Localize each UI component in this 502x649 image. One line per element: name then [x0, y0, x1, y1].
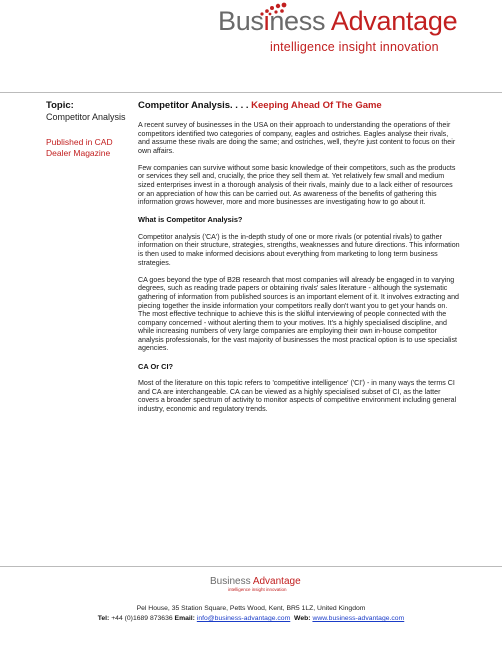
tel-label: Tel:	[97, 615, 110, 622]
paragraph-2: Few companies can survive without some basic knowledge of their competitors, such as the products or services they sell and, crucially, the price they sell them at. Yet relatively few small and medium sized enterprises invest in a thorough analysis of their rivals, mainly due to a lack either of resources or an appreciation of how this can be carried out. As awareness of the benefits of gathering this information grows however, more and more businesses are investigating how to go about it.	[138, 163, 456, 207]
brand-tagline: intelligence insight innovation	[270, 40, 439, 54]
tel-value: +44 (0)1689 873636	[109, 615, 175, 622]
sidebar	[46, 100, 126, 158]
topic-value: Competitor Analysis	[46, 112, 126, 122]
footer-address: Pel House, 35 Station Square, Petts Wood, Kent, BR5 1LZ, United Kingdom	[136, 605, 366, 612]
publication-note: Published in CAD Dealer Magazine	[46, 137, 113, 158]
email-link[interactable]: info@business-advantage.com	[196, 615, 291, 622]
email-label: Email:	[174, 615, 195, 622]
web-label: Web:	[294, 615, 311, 622]
section-heading-ca-or-ci: CA Or CI?	[138, 361, 174, 371]
section-heading-what-is-ca: What is Competitor Analysis?	[138, 215, 243, 225]
paragraph-3: Competitor analysis ('CA') is the in-depth study of one or more rivals (or potential rivals) to gather information on their structure, strategies, strengths, weaknesses and future directions. This information is then used to make informed decisions about everything from marketing to long term business strategies.	[138, 232, 460, 267]
article-title: Competitor Analysis. . . . Keeping Ahead Of The Game	[138, 100, 382, 111]
footer-divider	[0, 566, 502, 567]
header-divider	[0, 92, 502, 93]
topic-label: Topic:	[46, 100, 74, 111]
footer-contact	[0, 614, 502, 623]
paragraph-4: CA goes beyond the type of B2B research that most companies will already be engaged in to varying degrees, such as reading trade papers or obtaining rivals' sales literature - although the systematic gathering of information from published sources is an important element of it. It involves extracting and piecing together the inside information your competitors really don't want you to get your hands on. The most effective technique to achieve this is the skilful interviewing of people connected with the company concerned - without alerting them to your motives. It's a highly specialised discipline, and while increasing numbers of very large companies are employing their own in-house competitor analysis professionals, for the vast majority of businesses the most practical option is to use specialist agencies.	[138, 275, 459, 353]
brand-name: Business Advantage	[218, 6, 458, 36]
footer-logo: Business Advantage intelligence insight innovation	[210, 576, 301, 592]
web-link[interactable]: www.business-advantage.com	[312, 615, 405, 622]
header-logo	[218, 6, 488, 68]
article	[138, 100, 460, 422]
paragraph-1: A recent survey of businesses in the USA on their approach to understanding the operations of their competitors identified two categories of company, eagles and ostriches. Eagles analyse their rivals, and assume these rivals are doing the same; and ostriches, well, they're just content to focus on their own affairs.	[138, 121, 456, 155]
paragraph-5: Most of the literature on this topic refers to 'competitive intelligence' ('CI') - in many ways the terms CI and CA are interchangeable. CA can be viewed as a highly specialised subset of CI, as the latter covers a broader spectrum of activity to monitor aspects of competitive environment including general industry, economic and regulatory trends.	[138, 379, 457, 413]
